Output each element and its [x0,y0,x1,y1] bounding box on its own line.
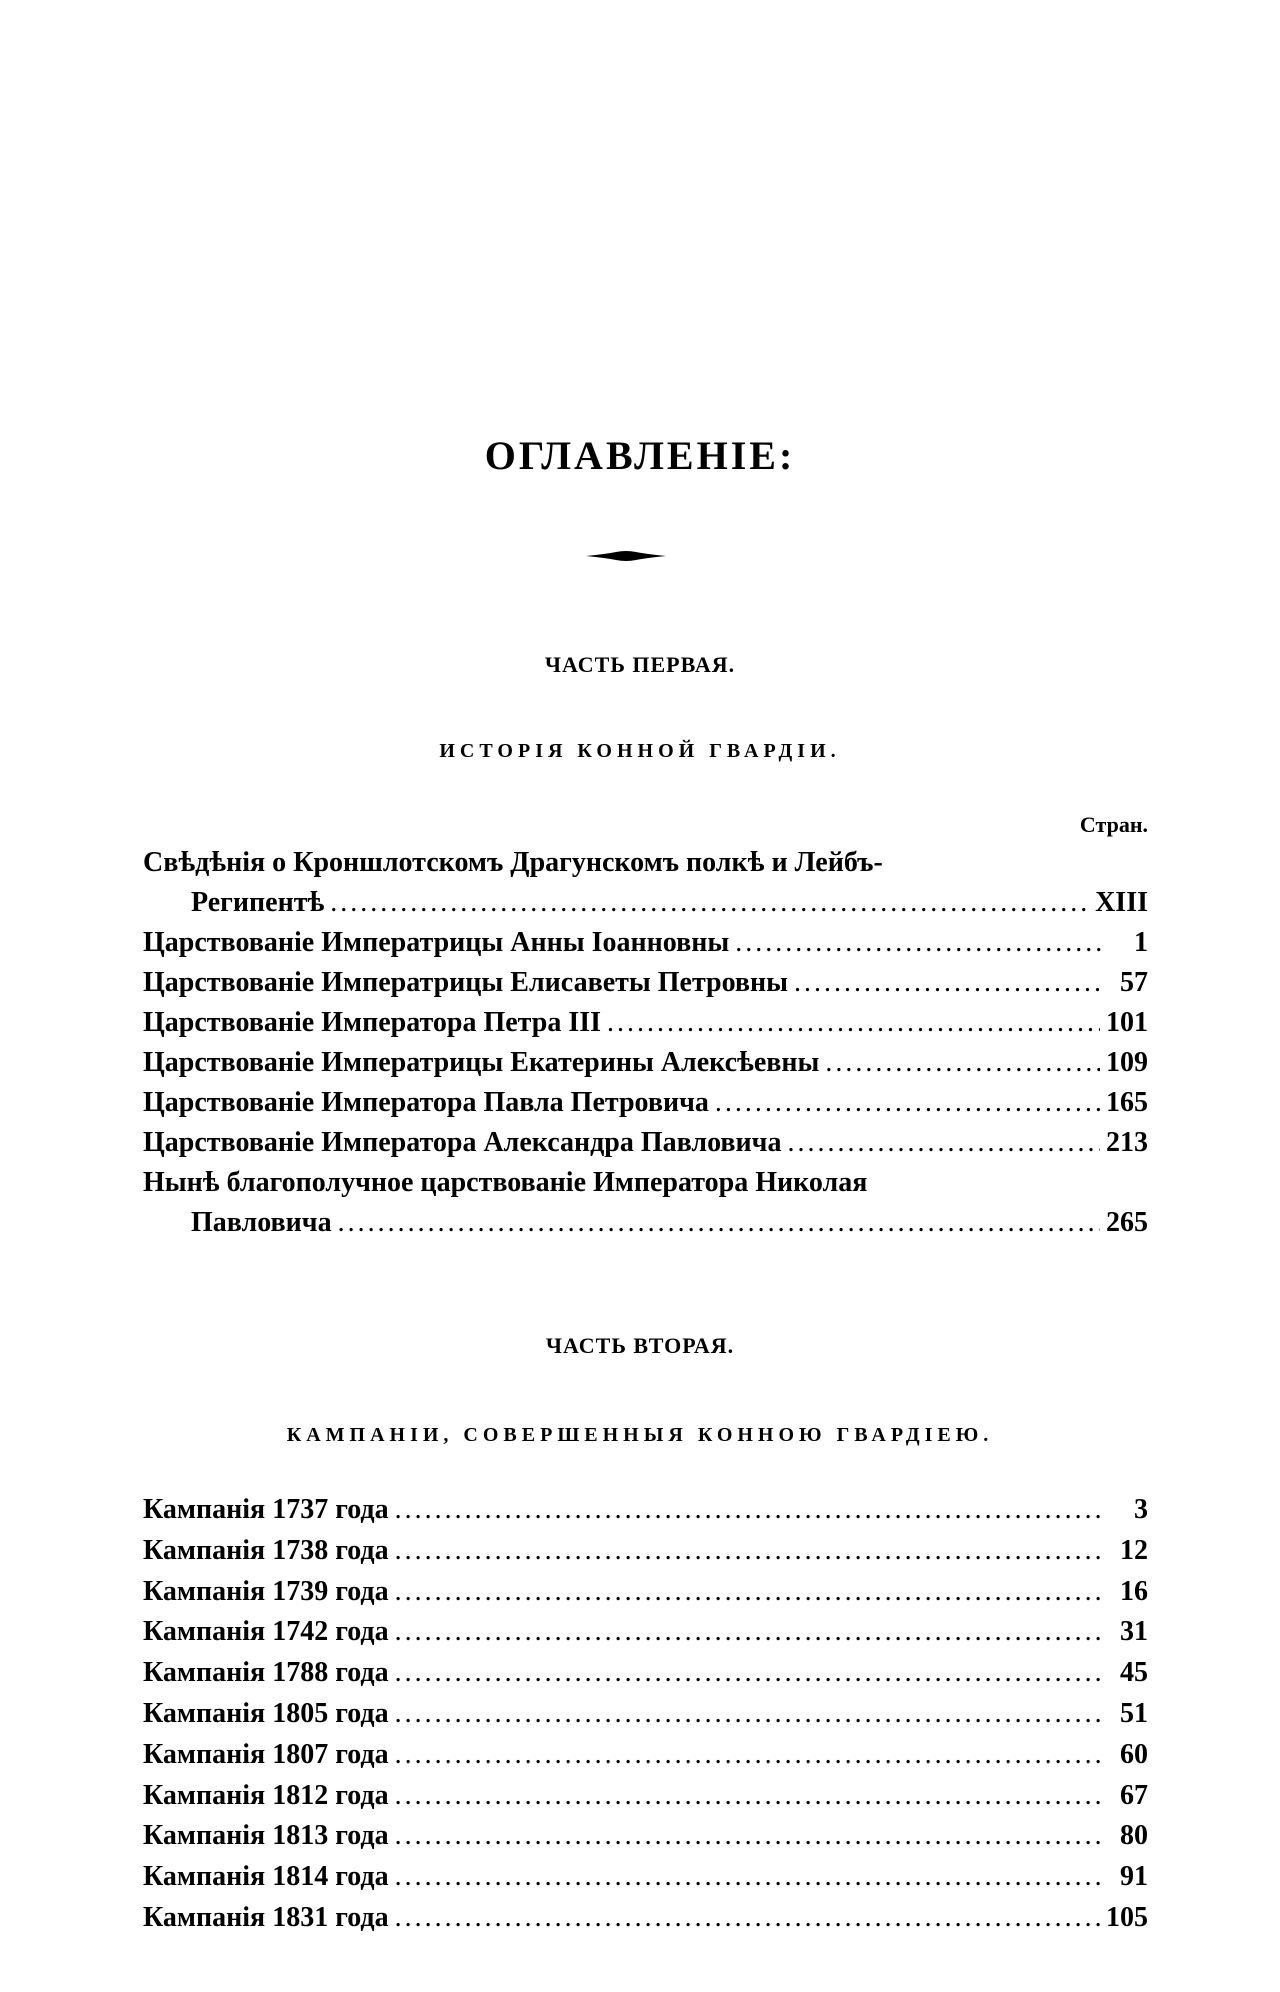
leader-dots [395,1572,1102,1612]
toc-entry-page: XIII [1095,887,1148,918]
toc-entry-title: Кампанія 1739 года [143,1575,389,1607]
toc-entry-page: 1 [1134,927,1148,958]
toc-entry-title: Кампанія 1805 года [143,1697,389,1729]
toc-entry-title: Кампанія 1814 года [143,1861,389,1893]
toc-entry [143,1653,1148,1694]
toc-entry-page: 165 [1106,1087,1148,1118]
toc-entry [143,1898,1148,1939]
toc-entry-title: Кампанія 1788 года [143,1657,389,1689]
toc-entry [143,883,1148,923]
toc-entry-title: Кампанія 1812 года [143,1779,389,1811]
toc-entry [143,1776,1148,1817]
page-title: ОГЛАВЛЕНІЕ: [484,433,796,478]
part2-toc [143,1490,1148,1939]
toc-entry-page: 31 [1120,1616,1148,1648]
toc-entry-title: Павловича [191,1207,332,1238]
leader-dots [395,1816,1102,1856]
toc-entry [143,1816,1148,1857]
part1-toc [143,843,1148,1243]
toc-entry-title: Царствованіе Императрицы Екатерины Алексѣевны [143,1047,820,1078]
toc-entry [143,1490,1148,1531]
toc-entry-title: Регипентѣ [191,887,325,918]
leader-dots [395,1735,1102,1775]
leader-dots [395,1776,1102,1816]
leader-dots [395,1694,1102,1734]
toc-entry [143,1572,1148,1613]
leader-dots [395,1490,1102,1530]
leader-dots [395,1653,1102,1693]
toc-entry-page: 213 [1106,1127,1148,1158]
leader-dots [395,1531,1102,1571]
toc-entry-page: 101 [1106,1007,1148,1038]
toc-entry [143,1694,1148,1735]
toc-entry-page: 265 [1106,1207,1148,1238]
toc-entry-title: Кампанія 1738 года [143,1534,389,1566]
toc-entry [143,1203,1148,1243]
toc-entry-title: Свѣдѣнія о Кроншлотскомъ Драгунскомъ полкѣ и Лейбъ- [143,847,883,878]
part2-heading: ЧАСТЬ ВТОРАЯ. [545,1333,735,1358]
part1-heading: ЧАСТЬ ПЕРВАЯ. [544,652,736,677]
toc-entry-page: 45 [1120,1657,1148,1689]
toc-entry [143,1003,1148,1043]
toc-entry-page: 109 [1106,1047,1148,1078]
toc-entry-page: 3 [1134,1494,1148,1525]
toc-entry-page: 51 [1120,1697,1148,1729]
toc-entry [143,923,1148,963]
leader-dots [715,1083,1100,1123]
toc-entry-page: 16 [1120,1575,1148,1607]
part2-subtitle: КАМПАНІИ, СОВЕРШЕННЫЯ КОННОЮ ГВАРДІЕЮ. [286,1424,994,1446]
toc-entry [143,1531,1148,1572]
leader-dots [607,1003,1100,1043]
toc-entry-page: 60 [1120,1738,1148,1770]
toc-entry-page: 12 [1120,1534,1148,1566]
toc-entry-page: 67 [1120,1779,1148,1811]
leader-dots [395,1857,1102,1897]
leader-dots [787,1123,1100,1163]
leader-dots [794,963,1102,1003]
toc-entry-title: Кампанія 1813 года [143,1820,389,1852]
leader-dots [395,1612,1102,1652]
toc-entry-title: Царствованіе Императрицы Елисаветы Петровны [143,967,789,998]
toc-entry-title: Кампанія 1737 года [143,1494,389,1525]
toc-entry-title: Кампанія 1742 года [143,1616,389,1648]
ornament-divider-icon [586,550,666,562]
toc-entry-title: Кампанія 1807 года [143,1738,389,1770]
toc-entry-page: 80 [1120,1820,1148,1852]
toc-entry-title: Нынѣ благополучное царствованіе Императора Николая [143,1167,868,1198]
toc-entry-page: 57 [1120,967,1148,998]
toc-entry [143,1735,1148,1776]
toc-entry [143,963,1148,1003]
toc-entry-title: Кампанія 1831 года [143,1901,389,1933]
toc-entry-title: Царствованіе Императора Александра Павловича [143,1127,782,1158]
leader-dots [735,923,1102,963]
toc-entry [143,1083,1148,1123]
toc-entry [143,1123,1148,1163]
toc-entry [143,1857,1148,1898]
toc-entry-title: Царствованіе Императора Петра III [143,1007,602,1038]
toc-entry [143,1043,1148,1083]
page-column-label: Стран. [1079,812,1148,837]
toc-entry [143,1612,1148,1653]
toc-entry-title: Царствованіе Императора Павла Петровича [143,1087,709,1118]
leader-dots [825,1043,1100,1083]
leader-dots [330,883,1089,923]
toc-entry [143,843,1148,883]
toc-entry-page: 105 [1106,1901,1148,1933]
toc-entry [143,1163,1148,1203]
toc-entry-page: 91 [1120,1861,1148,1893]
toc-entry-title: Царствованіе Императрицы Анны Іоанновны [143,927,730,958]
leader-dots [338,1203,1100,1243]
leader-dots [395,1898,1100,1938]
part1-subtitle: ИСТОРІЯ КОННОЙ ГВАРДІИ. [439,740,841,762]
